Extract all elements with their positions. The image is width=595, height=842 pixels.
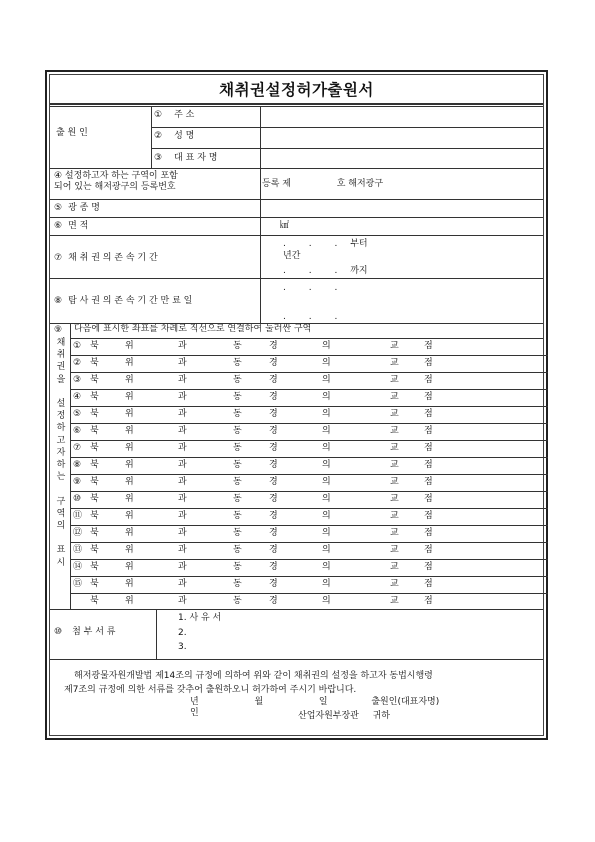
coord-row — [70, 508, 548, 525]
coord-row — [70, 542, 548, 559]
coord-row — [70, 355, 548, 372]
coord-row — [70, 576, 548, 593]
coord-row-word: 경 — [269, 579, 278, 589]
coord-row-word: 과 — [178, 409, 187, 419]
coord-row-word: 동 — [233, 426, 242, 436]
coord-row-word: 동 — [233, 443, 242, 453]
rule — [151, 127, 543, 128]
coord-row-word: 교 — [390, 375, 399, 385]
coord-row-word: 교 — [390, 392, 399, 402]
area-label-cell — [54, 221, 260, 232]
name-label-cell — [154, 131, 260, 142]
coords-vertical-char: 고 — [56, 435, 66, 446]
coords-vertical-char — [60, 386, 63, 398]
coord-row-word: 위 — [125, 511, 134, 521]
coord-row-word: 의 — [322, 511, 331, 521]
coord-row-word: 동 — [233, 494, 242, 504]
coord-row-word: 북 — [90, 375, 99, 385]
rule — [50, 199, 543, 200]
footer-recipient-line — [298, 711, 498, 722]
coord-row-word: 과 — [178, 562, 187, 572]
duration-until-dots: . . . — [283, 266, 348, 276]
coord-row-word: 북 — [90, 426, 99, 436]
coord-row-word: 위 — [125, 443, 134, 453]
address-label-cell — [154, 110, 260, 121]
coord-row — [70, 491, 548, 508]
coord-row-word: 동 — [233, 392, 242, 402]
coord-row-word: 의 — [322, 596, 331, 606]
coord-row-word: 교 — [390, 596, 399, 606]
coord-row — [70, 406, 548, 423]
coord-row-word: 경 — [269, 426, 278, 436]
coord-row-word: 경 — [269, 596, 278, 606]
coord-row-word: 위 — [125, 460, 134, 470]
rep-num: ③ — [154, 153, 163, 163]
coord-row-word: 동 — [233, 545, 242, 555]
coords-vertical-char: 표 — [56, 545, 66, 556]
form-frame — [45, 70, 548, 740]
coord-row — [70, 423, 548, 440]
coord-row-word: 동 — [233, 358, 242, 368]
coord-row-word: 경 — [269, 443, 278, 453]
coord-row-word: 점 — [424, 341, 433, 351]
coord-row-word: 의 — [322, 409, 331, 419]
coord-row-word: 의 — [322, 426, 331, 436]
coord-row — [70, 372, 548, 389]
coord-row-word: 동 — [233, 409, 242, 419]
coord-row-word: 의 — [322, 358, 331, 368]
coord-row-word: 북 — [90, 579, 99, 589]
rule — [50, 235, 543, 236]
coord-row-word: 경 — [269, 409, 278, 419]
coord-row-word: 동 — [233, 596, 242, 606]
coord-row-num: ⑩ — [73, 494, 82, 504]
zone-prefix: 등록 제 — [262, 179, 291, 189]
coord-row-word: 동 — [233, 579, 242, 589]
coord-row-num: ⑮ — [73, 579, 83, 589]
coord-row-word: 동 — [233, 528, 242, 538]
coord-row-word: 위 — [125, 375, 134, 385]
footer-recipient: 산업자원부장관 — [298, 711, 359, 721]
coord-row — [70, 525, 548, 542]
applicant-label-cell — [56, 128, 152, 139]
coord-row-word: 북 — [90, 494, 99, 504]
coord-row-word: 의 — [322, 392, 331, 402]
prospect-label: 탐 사 권 의 존 속 기 간 만 료 일 — [68, 296, 193, 306]
zone-label-cell — [54, 171, 260, 193]
coord-row-word: 북 — [90, 477, 99, 487]
rep-label-cell — [154, 153, 260, 164]
coord-row-word: 교 — [390, 409, 399, 419]
coord-row-word: 점 — [424, 511, 433, 521]
coord-row-word: 과 — [178, 579, 187, 589]
zone-label-line2: 되어 있는 해저광구의 등록번호 — [54, 182, 176, 192]
coord-row — [70, 457, 548, 474]
attachments-label: 첨 부 서 류 — [72, 627, 116, 637]
coord-row-word: 북 — [90, 409, 99, 419]
coord-row-word: 점 — [424, 392, 433, 402]
coord-row-word: 점 — [424, 545, 433, 555]
coord-row-word: 북 — [90, 596, 99, 606]
coord-row-num: ⑬ — [73, 545, 83, 555]
coord-row-word: 교 — [390, 528, 399, 538]
rule — [260, 106, 261, 324]
prospect-dots-top: . . . — [283, 283, 348, 293]
coord-row-word: 교 — [390, 511, 399, 521]
coord-row-word: 과 — [178, 358, 187, 368]
coords-vertical-char: 시 — [56, 557, 66, 568]
rule — [50, 106, 543, 107]
coord-row-word: 경 — [269, 528, 278, 538]
coords-vertical-char: 는 — [56, 472, 66, 483]
coord-row-word: 의 — [322, 341, 331, 351]
coords-vertical-char: 자 — [56, 447, 66, 458]
coord-row-word: 과 — [178, 460, 187, 470]
footer-seal: 인 — [190, 708, 199, 718]
rep-label: 대 표 자 명 — [174, 153, 218, 163]
applicant-label: 출 원 인 — [56, 128, 88, 138]
duration-from-cell — [283, 239, 393, 250]
rule — [70, 323, 71, 609]
coords-vertical-char: 채 — [56, 338, 66, 348]
mineral-label-cell — [54, 203, 260, 214]
coord-row-word: 의 — [322, 545, 331, 555]
coord-row-word: 과 — [178, 392, 187, 402]
coord-row-word: 과 — [178, 443, 187, 453]
coords-vertical-char: 을 — [56, 374, 66, 385]
duration-from: 부터 — [350, 239, 368, 249]
name-num: ② — [154, 131, 163, 141]
coord-row-word: 점 — [424, 358, 433, 368]
coord-row-word: 교 — [390, 443, 399, 453]
footer-applicant: 출원인(대표자명) — [371, 697, 440, 707]
area-unit: ㎢ — [280, 221, 290, 231]
coord-row-word: 의 — [322, 477, 331, 487]
coord-row-word: 점 — [424, 409, 433, 419]
form-title: 채취권설정허가출원서 — [50, 75, 543, 104]
coord-row-word: 교 — [390, 545, 399, 555]
address-num: ① — [154, 110, 163, 120]
coord-row-word: 점 — [424, 596, 433, 606]
coord-row-word: 교 — [390, 358, 399, 368]
coord-row-word: 위 — [125, 392, 134, 402]
rule — [50, 168, 543, 169]
coord-row-word: 경 — [269, 477, 278, 487]
attachments-num: ⑩ — [54, 627, 63, 637]
coords-vertical-char — [60, 483, 63, 495]
coord-row-word: 교 — [390, 426, 399, 436]
attachment-item-1: 1. 사 유 서 — [178, 613, 222, 623]
rule — [50, 323, 543, 324]
coord-row-word: 의 — [322, 528, 331, 538]
area-num: ⑥ — [54, 221, 63, 231]
footer-line1: 해저광물자원개발법 제14조의 규정에 의하여 위와 같이 채취권의 설정을 하고자 동법시행령 — [74, 671, 433, 681]
coord-row-word: 의 — [322, 375, 331, 385]
prospect-dots-bottom: . . . — [283, 312, 348, 322]
duration-from-dots: . . . — [283, 239, 348, 249]
coord-row-word: 동 — [233, 511, 242, 521]
footer-line2: 제7조의 규정에 의한 서류를 갖추어 출원하오니 허가하여 주시기 바랍니다. — [64, 685, 357, 695]
duration-label-cell — [54, 253, 260, 264]
footer-honorific: 귀하 — [372, 711, 390, 721]
form-inner — [49, 74, 544, 736]
attachments-label-cell — [54, 627, 160, 638]
coord-row-word: 과 — [178, 341, 187, 351]
coord-row-word: 점 — [424, 477, 433, 487]
coord-row-word: 교 — [390, 477, 399, 487]
coords-header: 다음에 표시한 좌표를 차례로 직선으로 연결하여 둘러싼 구역 — [74, 324, 312, 334]
coord-row-word: 경 — [269, 375, 278, 385]
coord-row-word: 교 — [390, 494, 399, 504]
coord-row-word: 경 — [269, 494, 278, 504]
coord-row — [70, 440, 548, 457]
coord-row-word: 점 — [424, 494, 433, 504]
coord-row-word: 위 — [125, 494, 134, 504]
coord-row-word: 경 — [269, 392, 278, 402]
coord-row-word: 교 — [390, 579, 399, 589]
coord-row-word: 북 — [90, 392, 99, 402]
duration-until-cell — [283, 266, 393, 277]
duration-years: 년간 — [283, 251, 301, 261]
coord-row-word: 과 — [178, 528, 187, 538]
zone-suffix: 호 해저광구 — [336, 179, 384, 189]
coord-row-num: ⑤ — [73, 409, 82, 419]
rule — [156, 609, 157, 659]
rule — [50, 609, 543, 610]
coord-row-word: 북 — [90, 358, 99, 368]
coords-vertical-char: 설 — [56, 399, 66, 410]
address-label: 주 소 — [174, 110, 195, 120]
rule — [151, 148, 543, 149]
duration-until: 까지 — [350, 266, 368, 276]
coord-row-word: 위 — [125, 579, 134, 589]
coord-row-word: 위 — [125, 426, 134, 436]
coord-row — [70, 338, 548, 355]
coord-row-word: 의 — [322, 494, 331, 504]
coords-num: ⑨ — [54, 325, 63, 335]
coord-row-word: 교 — [390, 460, 399, 470]
coord-row-word: 경 — [269, 358, 278, 368]
coords-vertical-char: 취 — [56, 350, 66, 361]
coord-row-word: 북 — [90, 341, 99, 351]
coords-vertical-char: 정 — [56, 411, 66, 422]
coord-row-word: 과 — [178, 426, 187, 436]
rule — [70, 338, 543, 339]
coord-row-word: 과 — [178, 375, 187, 385]
rule — [50, 278, 543, 279]
coord-row-word: 북 — [90, 562, 99, 572]
rule — [151, 106, 152, 168]
coord-row-word: 의 — [322, 562, 331, 572]
name-label: 성 명 — [174, 131, 195, 141]
coord-row — [70, 559, 548, 576]
coord-row-word: 경 — [269, 460, 278, 470]
coord-row-word: 동 — [233, 562, 242, 572]
coord-row-word: 북 — [90, 528, 99, 538]
coord-row-num: ⑨ — [73, 477, 82, 487]
attachment-item-2: 2. — [178, 628, 187, 638]
coord-row-word: 위 — [125, 341, 134, 351]
coords-vertical-char — [60, 532, 63, 544]
coord-row-word: 과 — [178, 596, 187, 606]
coord-row-word: 위 — [125, 358, 134, 368]
coord-row-word: 경 — [269, 545, 278, 555]
rule — [50, 217, 543, 218]
coord-row-word: 과 — [178, 511, 187, 521]
coord-row-num: ⑥ — [73, 426, 82, 436]
coord-row — [70, 593, 548, 610]
coord-row-word: 위 — [125, 528, 134, 538]
coord-row-num: ② — [73, 358, 82, 368]
coords-vertical-char: 역 — [56, 508, 66, 519]
zone-value-cell — [262, 179, 462, 190]
coord-row-word: 북 — [90, 460, 99, 470]
duration-label: 채 취 권 의 존 속 기 간 — [68, 253, 158, 263]
mineral-num: ⑤ — [54, 203, 63, 213]
coord-row — [70, 474, 548, 491]
area-label: 면 적 — [68, 221, 89, 231]
coord-row-word: 의 — [322, 443, 331, 453]
coord-row-word: 교 — [390, 562, 399, 572]
footer-text — [64, 669, 549, 697]
coord-row-word: 의 — [322, 460, 331, 470]
rule — [50, 659, 543, 660]
coord-row-word: 경 — [269, 341, 278, 351]
coords-vertical-char: 구 — [56, 496, 66, 507]
attachment-item-3: 3. — [178, 642, 187, 652]
coord-row-word: 위 — [125, 545, 134, 555]
coord-row-word: 점 — [424, 562, 433, 572]
coord-row-word: 동 — [233, 375, 242, 385]
zone-label-line1: ④ 설정하고자 하는 구역이 포함 — [54, 171, 178, 181]
coord-row-num: ③ — [73, 375, 82, 385]
coord-row-word: 점 — [424, 460, 433, 470]
coord-row-num: ⑫ — [73, 528, 83, 538]
coord-row-word: 점 — [424, 443, 433, 453]
coords-vertical-char: 권 — [56, 362, 66, 373]
coords-vertical-char: 하 — [56, 423, 66, 434]
coords-vertical-label — [54, 337, 68, 607]
coord-row-num: ⑦ — [73, 443, 82, 453]
duration-num: ⑦ — [54, 253, 63, 263]
coord-row-num: ⑭ — [73, 562, 83, 572]
coord-row-num: ① — [73, 341, 82, 351]
coord-row-word: 과 — [178, 545, 187, 555]
prospect-label-cell — [54, 296, 260, 307]
footer-month: 월 — [254, 697, 264, 707]
coord-row-word: 경 — [269, 511, 278, 521]
coord-row-word: 위 — [125, 409, 134, 419]
coord-row-word: 경 — [269, 562, 278, 572]
coord-row-word: 동 — [233, 341, 242, 351]
coord-row-word: 점 — [424, 426, 433, 436]
coord-row-word: 의 — [322, 579, 331, 589]
mineral-label: 광 종 명 — [68, 203, 100, 213]
coord-row-num: ④ — [73, 392, 82, 402]
coords-vertical-char: 의 — [56, 521, 66, 532]
coord-row-word: 북 — [90, 545, 99, 555]
prospect-num: ⑧ — [54, 296, 63, 306]
coord-row-word: 점 — [424, 528, 433, 538]
coord-row-word: 동 — [233, 460, 242, 470]
coord-row-word: 북 — [90, 443, 99, 453]
footer-year: 년 — [190, 697, 199, 707]
coord-row — [70, 389, 548, 406]
coord-row-word: 위 — [125, 596, 134, 606]
title-divider — [50, 104, 543, 105]
coord-row-num: ⑪ — [73, 511, 83, 521]
coord-row-word: 점 — [424, 375, 433, 385]
coord-row-word: 위 — [125, 477, 134, 487]
coord-row-word: 위 — [125, 562, 134, 572]
coords-vertical-char: 하 — [56, 460, 66, 471]
footer-day: 일 — [318, 697, 328, 707]
coord-row-word: 과 — [178, 477, 187, 487]
coord-row-word: 과 — [178, 494, 187, 504]
coord-row-word: 교 — [390, 341, 399, 351]
coord-row-word: 동 — [233, 477, 242, 487]
coord-row-word: 점 — [424, 579, 433, 589]
coord-row-word: 북 — [90, 511, 99, 521]
coord-row-num: ⑧ — [73, 460, 82, 470]
